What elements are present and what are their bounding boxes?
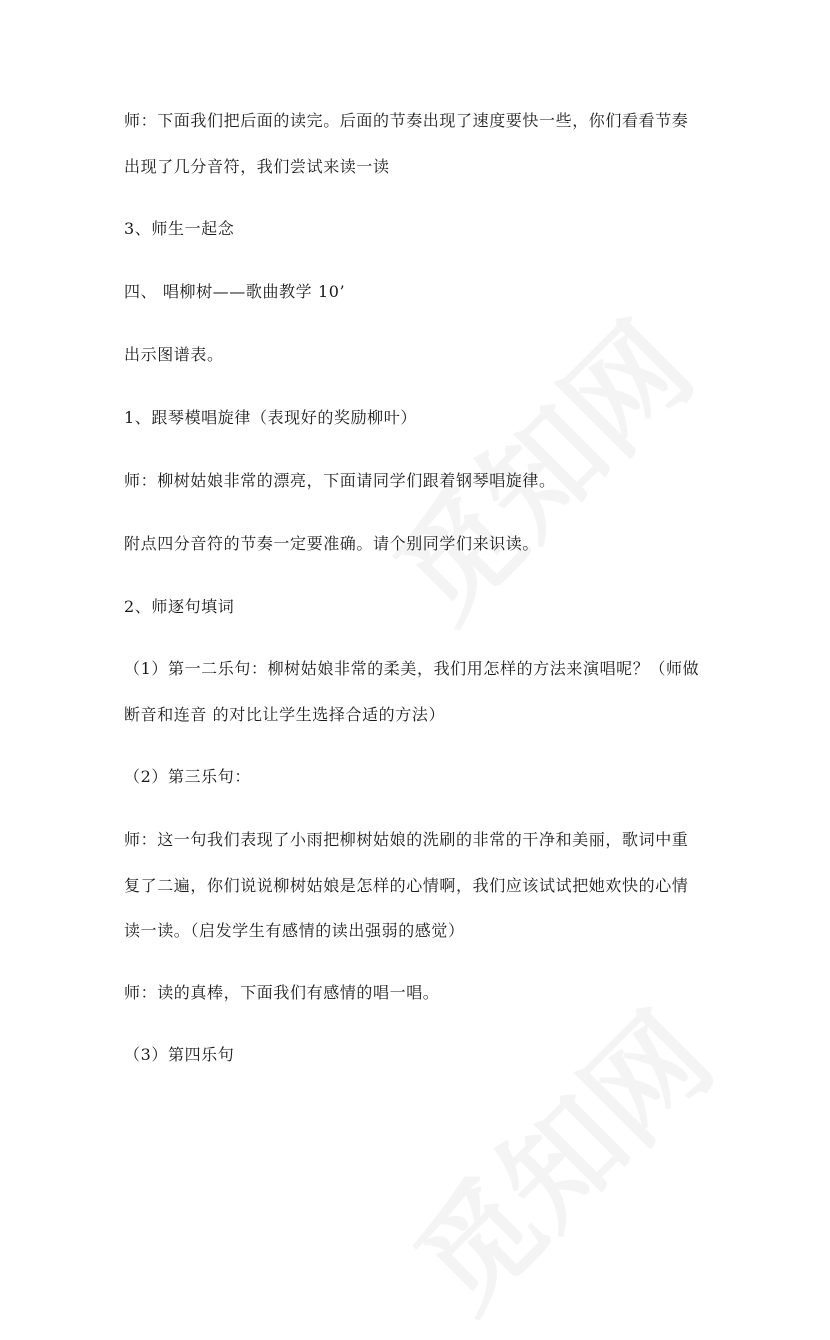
paragraph-line: 师：这一句我们表现了小雨把柳树姑娘的洗刷的非常的干净和美丽，歌词中重 [124,830,689,849]
paragraph-line: 师：读的真棒，下面我们有感情的唱一唱。 [124,983,440,1002]
paragraph-line: 附点四分音符的节奏一定要准确。请个别同学们来识读。 [124,534,540,553]
paragraph-line: 断音和连音 的对比让学生选择合适的方法） [124,705,446,724]
paragraph-line: 2、师逐句填词 [124,597,235,616]
paragraph-line: 3、师生一起念 [124,219,235,238]
paragraph-line: 读一读。（启发学生有感情的读出强弱的感觉） [124,921,465,940]
watermark-bottom [372,970,743,1340]
section-heading: 四、 唱柳树——歌曲教学 10’ [124,282,346,301]
paragraph-line: 1、跟琴模唱旋律（表现好的奖励柳叶） [124,408,417,427]
paragraph-line: （1）第一二乐句：柳树姑娘非常的柔美，我们用怎样的方法来演唱呢？（师做 [124,659,700,678]
paragraph-line: 复了二遍，你们说说柳树姑娘是怎样的心情啊，我们应该试试把她欢快的心情 [124,876,689,895]
watermark-top [352,280,723,651]
paragraph-line: （2）第三乐句： [124,767,251,786]
paragraph-line: 师：柳树姑娘非常的漂亮，下面请同学们跟着钢琴唱旋律。 [124,471,556,490]
paragraph-line: 出示图谱表。 [124,345,224,364]
paragraph-line: 出现了几分音符，我们尝试来读一读 [124,157,390,176]
paragraph-line: 师：下面我们把后面的读完。后面的节奏出现了速度要快一些，你们看看节奏 [124,111,689,130]
paragraph-line: （3）第四乐句 [124,1045,235,1064]
